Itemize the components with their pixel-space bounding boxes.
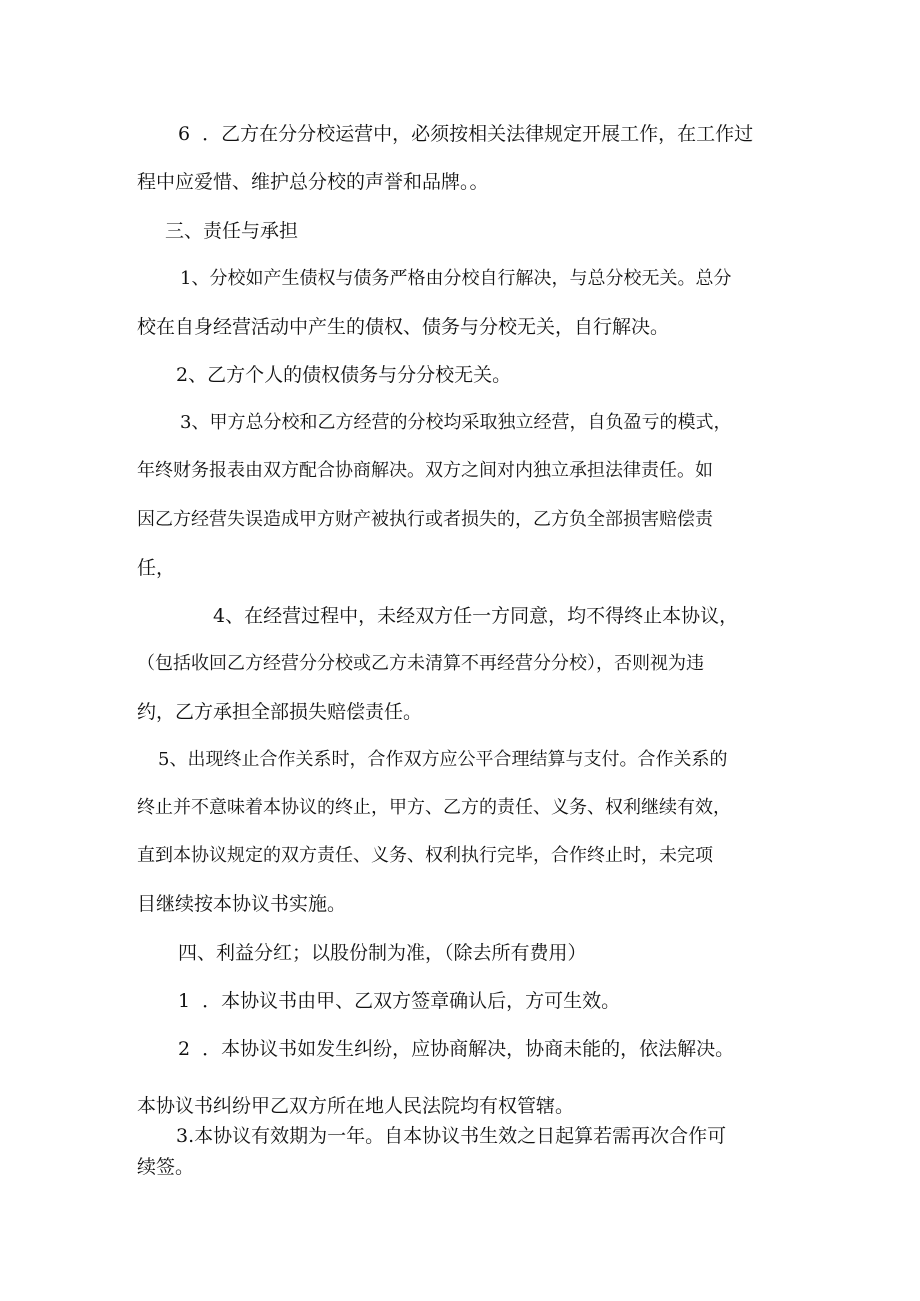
- s3-item-5-line-4: 目继续按本协议书实施。: [137, 893, 347, 915]
- section-4-heading: 四、利益分红；以股份制为准，（除去所有费用）: [178, 942, 587, 964]
- s3-item-4-line-2: （包括收回乙方经营分分校或乙方未清算不再经营分分校），否则视为违: [137, 653, 704, 674]
- s4-item-2-text: ．本协议书如发生纠纷，应协商解决，协商未能的，依法解决。: [202, 1038, 735, 1060]
- s4-item-2-continuation: 本协议书纠纷甲乙双方所在地人民法院均有权管辖。: [137, 1095, 575, 1117]
- clause-6-number: 6: [178, 123, 191, 145]
- clause-6-text: ．乙方在分分校运营中，必须按相关法律规定开展工作，在工作过: [202, 123, 754, 145]
- s3-item-5-line-1: 5、出现终止合作关系时，合作双方应公平合理结算与支付。合作关系的: [158, 749, 728, 770]
- s4-item-2: [178, 1037, 734, 1061]
- section-3-heading: 三、责任与承担: [165, 220, 299, 242]
- s4-item-1: [178, 989, 620, 1013]
- s3-item-5-line-3: 直到本协议规定的双方责任、义务、权利执行完毕，合作终止时，未完项: [137, 845, 713, 866]
- clause-6-line-2: 程中应爱惜、维护总分校的声誉和品牌。。: [137, 171, 489, 193]
- s3-item-4-line-1: 4、在经营过程中，未经双方任一方同意，均不得终止本协议，: [213, 605, 739, 627]
- s3-item-3-line-4: 任，: [137, 557, 176, 579]
- s3-item-1-line-2: 校在自身经营活动中产生的债权、债务与分校无关，自行解决。: [137, 316, 670, 338]
- s3-item-1-line-1: 1、分校如产生债权与债务严格由分校自行解决，与总分校无关。总分: [180, 268, 732, 289]
- s4-item-3-line-1: 3.本协议有效期为一年。自本协议书生效之日起算若需再次合作可: [176, 1125, 727, 1147]
- s3-item-4-line-3: 约，乙方承担全部损失赔偿责任。: [137, 701, 423, 723]
- s3-item-3-line-2: 年终财务报表由双方配合协商解决。双方之间对内独立承担法律责任。如: [137, 460, 713, 481]
- s3-item-3-line-3: 因乙方经营失误造成甲方财产被执行或者损失的，乙方负全部损害赔偿责: [137, 509, 713, 530]
- s4-item-2-number: 2: [178, 1038, 191, 1060]
- s3-item-3-line-1: 3、甲方总分校和乙方经营的分校均采取独立经营，自负盈亏的模式，: [180, 412, 732, 433]
- s4-item-1-text: ．本协议书由甲、乙双方签章确认后，方可生效。: [202, 990, 621, 1012]
- s3-item-5-line-2: 终止并不意味着本协议的终止，甲方、乙方的责任、义务、权利继续有效，: [137, 797, 731, 818]
- s3-item-2: 2、乙方个人的债权债务与分分校无关。: [176, 364, 512, 386]
- s4-item-3-line-2: 续签。: [137, 1156, 195, 1178]
- s4-item-1-number: 1: [178, 990, 191, 1012]
- clause-6-line-1: [178, 122, 753, 146]
